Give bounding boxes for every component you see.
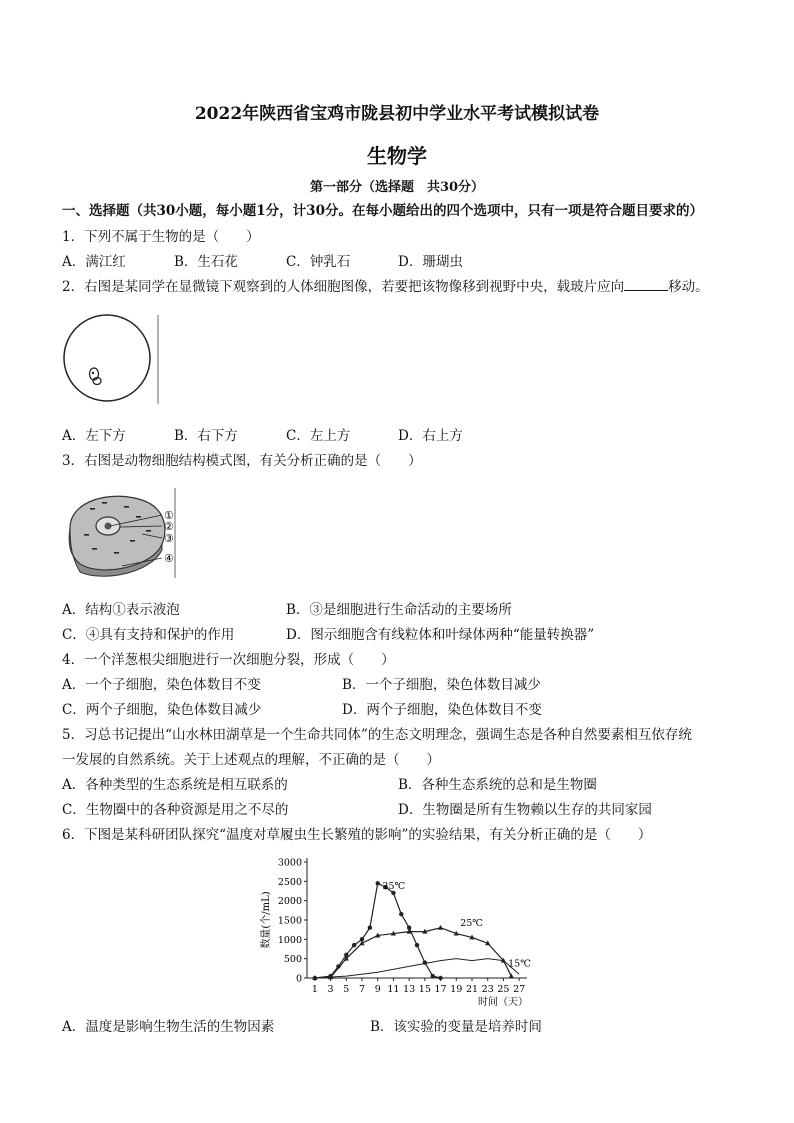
answer-blank — [624, 278, 668, 291]
question-4-option-c: C．两个子细胞，染色体数目减少 — [62, 702, 262, 718]
series-label: 25℃ — [460, 917, 483, 929]
question-4-stem: 4．一个洋葱根尖细胞进行一次细胞分裂，形成（ ） — [62, 652, 395, 668]
x-tick-label: 9 — [374, 984, 381, 995]
chart-axes — [304, 858, 527, 981]
data-point — [509, 973, 514, 978]
x-tick-label: 7 — [358, 984, 366, 995]
data-point — [399, 912, 403, 916]
data-point — [431, 974, 435, 978]
question-4-option-d: D．两个子细胞，染色体数目不变 — [342, 702, 542, 718]
x-tick-label: 13 — [403, 984, 416, 995]
question-6-stem: 6．下图是某科研团队探究“温度对草履虫生长繁殖的影响”的实验结果，有关分析正确的是（ ） — [62, 827, 652, 843]
question-2-stem: 2．右图是某同学在显微镜下观察到的人体细胞图像，若要把该物像移到视野中央，载玻片应向 移动。 — [62, 279, 709, 295]
question-6-option-b: B．该实验的变量是培养时间 — [370, 1019, 542, 1035]
question-3-option-a: A．结构①表示液泡 — [62, 602, 180, 618]
animal-cell-figure — [62, 486, 182, 582]
cell-label-4: ④ — [164, 552, 174, 565]
series-label: 15℃ — [508, 958, 531, 970]
series-line-15℃ — [315, 959, 519, 978]
data-point — [438, 976, 442, 980]
cell-label-3: ③ — [164, 532, 174, 545]
x-tick-label: 15 — [418, 984, 431, 995]
x-tick-label: 25 — [497, 984, 510, 995]
data-point — [368, 926, 372, 930]
series-label: 35℃ — [382, 881, 406, 893]
y-tick-label: 2000 — [277, 896, 302, 908]
y-tick-label: 0 — [295, 973, 302, 985]
question-3-option-d: D．图示细胞含有线粒体和叶绿体两种“能量转换器” — [286, 627, 595, 643]
x-tick-label: 1 — [311, 984, 318, 995]
y-tick-label: 1500 — [277, 915, 302, 927]
y-axis-label: 数量(个/mL) — [261, 891, 272, 949]
y-tick-label: 1000 — [277, 934, 302, 946]
question-3-option-b: B．③是细胞进行生命活动的主要场所 — [286, 602, 512, 618]
data-point — [438, 925, 443, 930]
question-1-option-a: A．满江红 — [62, 254, 126, 270]
question-1-option-b: B．生石花 — [174, 254, 238, 270]
exam-title: 2022年陕西省宝鸡市陇县初中学业水平考试模拟试卷 — [194, 104, 600, 124]
x-tick-label: 11 — [387, 984, 400, 995]
question-5-stem-line-2: 一发展的自然系统。关于上述观点的理解，不正确的是（ ） — [62, 752, 440, 768]
part-title: 第一部分（选择题 共30分） — [309, 180, 485, 195]
question-5-option-a: A．各种类型的生态系统是相互联系的 — [62, 777, 288, 793]
x-tick-label: 5 — [343, 984, 350, 995]
question-1-option-d: D．珊瑚虫 — [398, 254, 463, 270]
x-tick-label: 23 — [481, 984, 494, 995]
y-tick-label: 3000 — [277, 857, 302, 869]
x-tick-label: 21 — [465, 984, 479, 995]
subject-title: 生物学 — [367, 144, 427, 168]
y-tick-label: 500 — [283, 954, 302, 966]
question-2-option-d: D．右上方 — [398, 428, 463, 444]
cell-image — [90, 368, 102, 385]
question-1-option-c: C．钟乳石 — [286, 254, 351, 270]
cell-label-1: ① — [164, 509, 174, 522]
question-5-option-b: B．各种生态系统的总和是生物圈 — [398, 777, 597, 793]
data-point — [415, 943, 419, 947]
data-point — [352, 943, 356, 947]
data-point — [376, 881, 380, 885]
question-2-option-c: C．左上方 — [286, 428, 351, 444]
section-heading: 一、选择题（共30小题，每小题1分，计30分。在每小题给出的四个选项中，只有一项是符合题目要求的） — [62, 203, 703, 219]
question-4-option-b: B．一个子细胞，染色体数目减少 — [342, 677, 541, 693]
question-2-option-a: A．左下方 — [62, 428, 126, 444]
x-tick-label: 19 — [450, 984, 463, 995]
question-4-option-a: A．一个子细胞，染色体数目不变 — [62, 677, 261, 693]
x-tick-label: 27 — [513, 984, 526, 995]
chart-series — [312, 881, 519, 980]
cell-label-2: ② — [164, 520, 174, 533]
question-5-stem-line-1: 5．习总书记提出“山水林田湖草是一个生命共同体”的生态文明理念，强调生态是各种自然要素相互依存统 — [62, 727, 692, 743]
question-5-option-d: D．生物圈是所有生物赖以生存的共同家园 — [398, 802, 652, 818]
question-3-option-c: C．④具有支持和保护的作用 — [62, 627, 235, 643]
question-6-option-a: A．温度是影响生物生活的生物因素 — [62, 1019, 275, 1035]
x-tick-label: 17 — [434, 984, 447, 995]
question-3-stem: 3．右图是动物细胞结构模式图，有关分析正确的是（ ） — [62, 453, 422, 469]
question-5-option-c: C．生物圈中的各种资源是用之不尽的 — [62, 802, 289, 818]
field-of-view-circle — [64, 315, 150, 401]
x-tick-label: 3 — [327, 984, 334, 995]
temperature-growth-chart — [255, 850, 545, 1010]
y-tick-label: 2500 — [277, 876, 302, 888]
question-2-option-b: B．右下方 — [174, 428, 238, 444]
microscope-view-figure — [62, 312, 162, 408]
x-axis-label: 时间（天） — [478, 997, 528, 1008]
question-1-stem: 1．下列不属于生物的是（ ） — [62, 229, 260, 245]
